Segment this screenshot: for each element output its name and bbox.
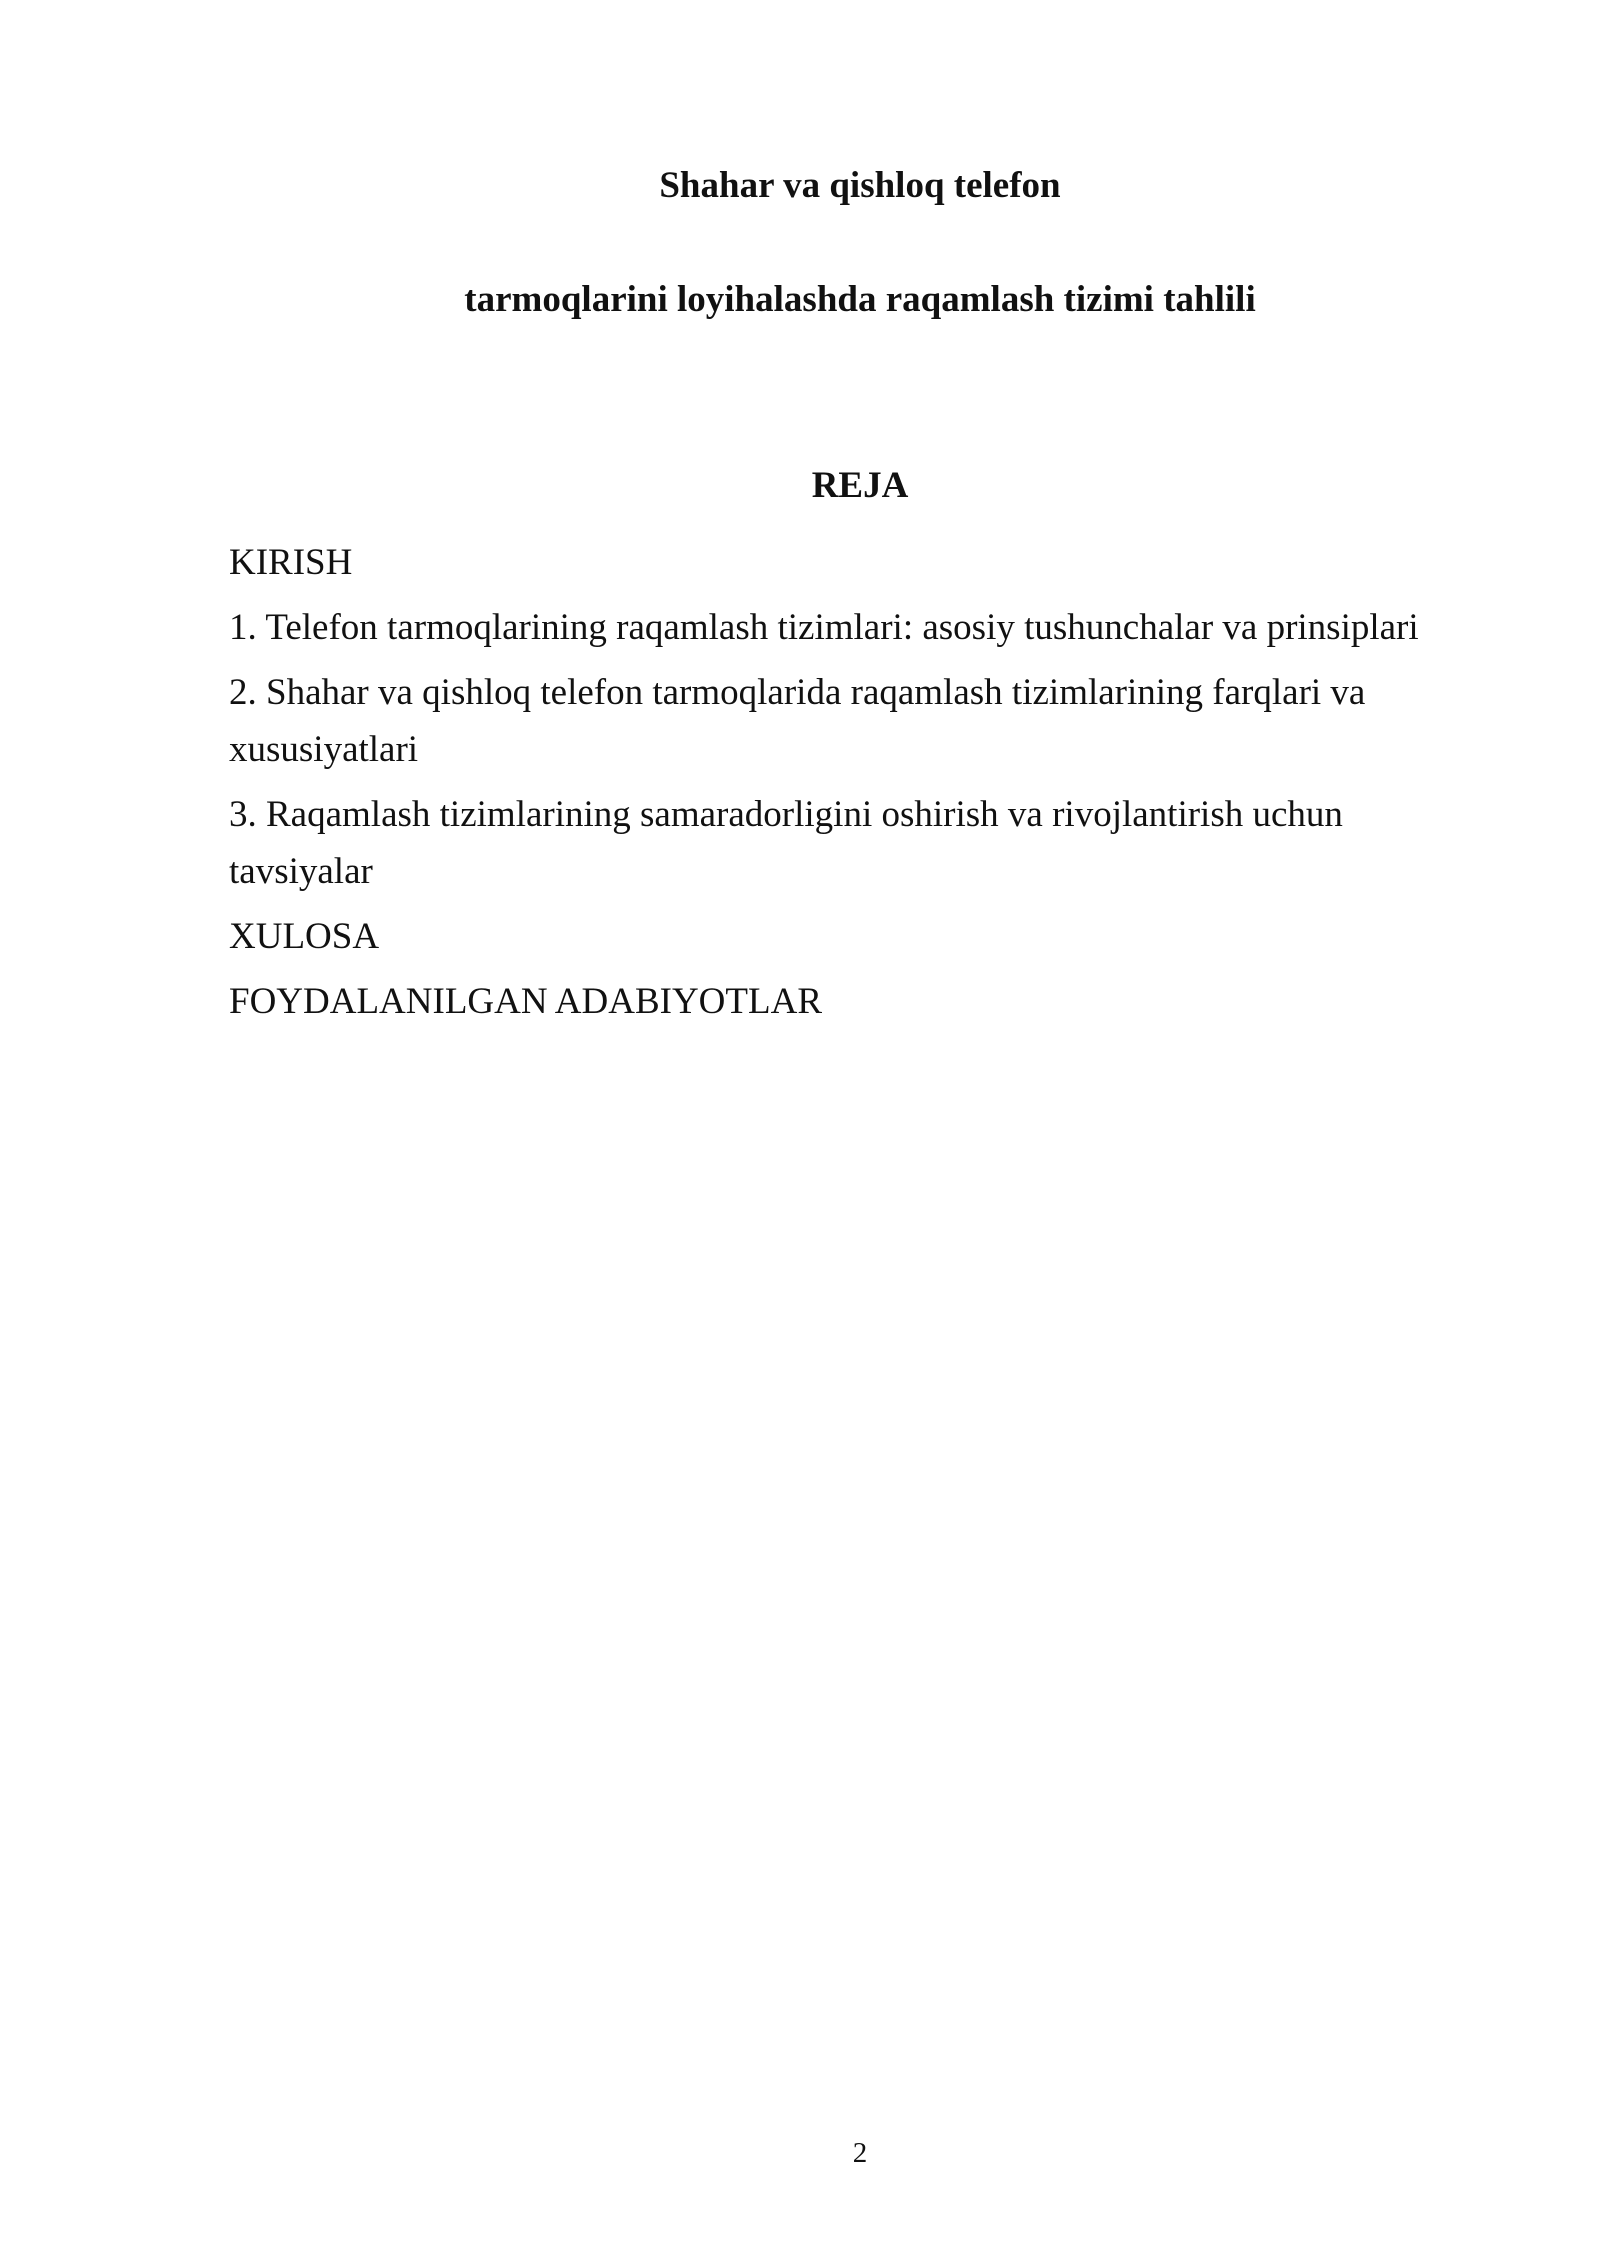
plan-list — [229, 534, 1459, 1038]
plan-item-introduction: KIRISH — [229, 542, 353, 583]
plan-heading: REJA — [811, 465, 909, 506]
plan-item-1: 1. Telefon tarmoqlarining raqamlash tizimlari: asosiy tushunchalar va prinsiplari — [229, 607, 1419, 648]
page-number: 2 — [852, 2137, 868, 2169]
plan-item-conclusion: XULOSA — [229, 916, 380, 957]
plan-item-references: FOYDALANILGAN ADABIYOTLAR — [229, 981, 822, 1022]
plan-item-3: 3. Raqamlash tizimlarining samaradorligini oshirish va rivojlantirish uchun tavsiyalar — [229, 794, 1343, 892]
document-title-line-1: Shahar va qishloq telefon — [659, 165, 1061, 206]
plan-item-2: 2. Shahar va qishloq telefon tarmoqlarida raqamlash tizimlarining farqlari va xususiyatlari — [229, 672, 1366, 770]
document-title-line-2: tarmoqlarini loyihalashda raqamlash tizimi tahlili — [464, 279, 1256, 320]
